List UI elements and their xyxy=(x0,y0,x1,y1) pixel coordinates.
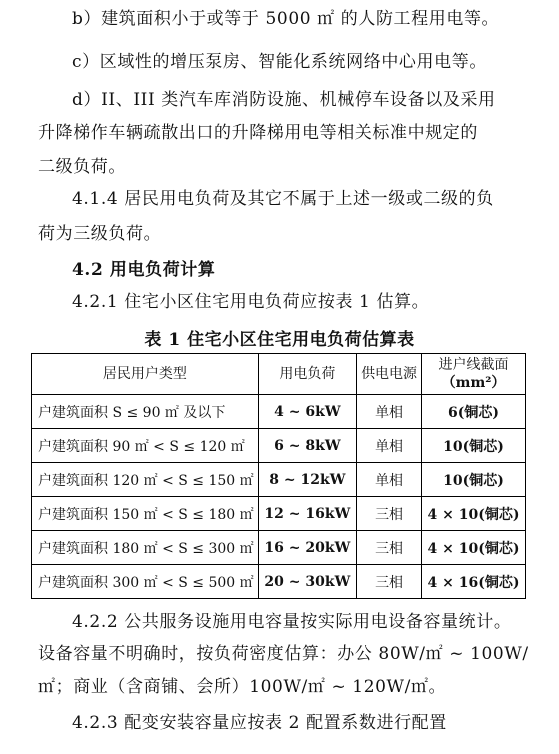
header-section xyxy=(422,354,526,395)
table-1-title: 表 1 住宅小区住宅用电负荷估算表 xyxy=(144,330,415,350)
header-section-unit: （mm²） xyxy=(441,375,506,391)
section-4-2-2-line2: 设备容量不明确时，按负荷密度估算：办公 80W/㎡ ~ 100W/ xyxy=(38,644,529,664)
section-4-1-4-line1: 4.1.4 居民用电负荷及其它不属于上述一级或二级的负 xyxy=(72,189,494,209)
table-row xyxy=(32,565,526,599)
cell-load: 20 ~ 30kW xyxy=(258,565,356,599)
cell-source: 三相 xyxy=(357,565,422,599)
cell-user-type: 户建筑面积 90 ㎡ < S ≤ 120 ㎡ xyxy=(32,429,259,463)
cell-load: 8 ~ 12kW xyxy=(258,463,356,497)
table-row xyxy=(32,463,526,497)
header-source: 供电电源 xyxy=(357,354,422,395)
item-c: c）区域性的增压泵房、智能化系统网络中心用电等。 xyxy=(72,52,487,72)
cell-section: 10(铜芯) xyxy=(422,429,526,463)
cell-load: 6 ~ 8kW xyxy=(258,429,356,463)
table-row xyxy=(32,395,526,429)
table-header-row xyxy=(32,354,526,395)
cell-load: 4 ~ 6kW xyxy=(258,395,356,429)
cell-section: 6(铜芯) xyxy=(422,395,526,429)
cell-user-type: 户建筑面积 180 ㎡ < S ≤ 300 ㎡ xyxy=(32,531,259,565)
cell-source: 三相 xyxy=(357,497,422,531)
header-user-type: 居民用户类型 xyxy=(32,354,259,395)
cell-load: 12 ~ 16kW xyxy=(258,497,356,531)
section-4-2-2-line3: ㎡；商业（含商铺、会所）100W/㎡ ~ 120W/㎡。 xyxy=(38,677,447,697)
item-d-line3: 二级负荷。 xyxy=(38,157,126,177)
cell-section: 10(铜芯) xyxy=(422,463,526,497)
item-d-line2: 升降梯作车辆疏散出口的升降梯用电等相关标准中规定的 xyxy=(38,123,478,143)
cell-source: 单相 xyxy=(357,429,422,463)
header-section-label: 进户线截面 xyxy=(438,357,509,373)
section-4-2-3: 4.2.3 配变安装容量应按表 2 配置系数进行配置 xyxy=(72,713,447,733)
table-row xyxy=(32,531,526,565)
cell-user-type: 户建筑面积 S ≤ 90 ㎡ 及以下 xyxy=(32,395,259,429)
section-4-2-1: 4.2.1 住宅小区住宅用电负荷应按表 1 估算。 xyxy=(72,292,430,312)
cell-user-type: 户建筑面积 150 ㎡ < S ≤ 180 ㎡ xyxy=(32,497,259,531)
section-4-1-4-line2: 荷为三级负荷。 xyxy=(38,224,162,244)
table-row xyxy=(32,497,526,531)
cell-source: 三相 xyxy=(357,531,422,565)
cell-user-type: 户建筑面积 300 ㎡ < S ≤ 500 ㎡ xyxy=(32,565,259,599)
section-4-2-2-line1: 4.2.2 公共服务设施用电容量按实际用电设备容量统计。 xyxy=(72,612,512,632)
item-d-line1: d）II、III 类汽车库消防设施、机械停车设备以及采用 xyxy=(72,90,496,110)
item-b: b）建筑面积小于或等于 5000 ㎡ 的人防工程用电等。 xyxy=(72,9,500,29)
cell-user-type: 户建筑面积 120 ㎡ < S ≤ 150 ㎡ xyxy=(32,463,259,497)
cell-load: 16 ~ 20kW xyxy=(258,531,356,565)
cell-section: 4 × 10(铜芯) xyxy=(422,497,526,531)
cell-source: 单相 xyxy=(357,463,422,497)
table-1 xyxy=(31,353,526,599)
table-row xyxy=(32,429,526,463)
cell-section: 4 × 16(铜芯) xyxy=(422,565,526,599)
header-load: 用电负荷 xyxy=(258,354,356,395)
cell-source: 单相 xyxy=(357,395,422,429)
heading-4-2: 4.2 用电负荷计算 xyxy=(72,260,216,280)
cell-section: 4 × 10(铜芯) xyxy=(422,531,526,565)
